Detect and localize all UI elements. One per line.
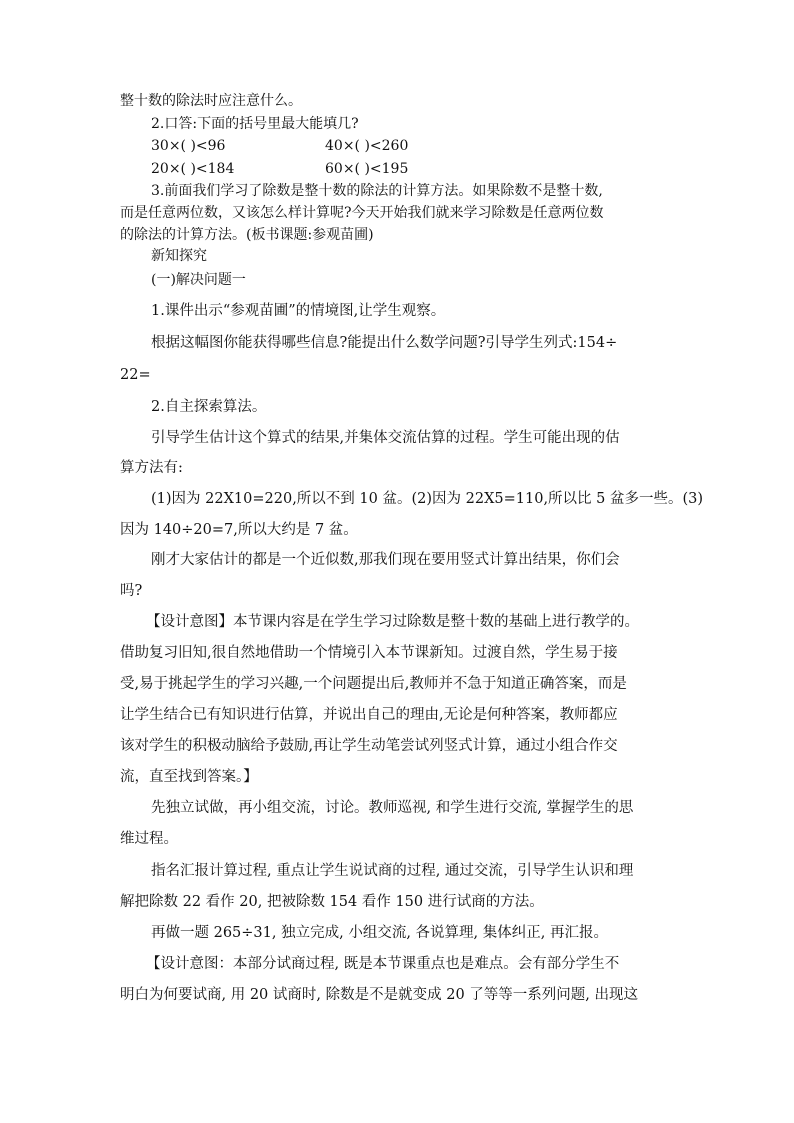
text-line: 而是任意两位数，又该怎么样计算呢?今天开始我们就来学习除数是任意两位数 (120, 205, 604, 221)
text-line: 根据这幅图你能获得哪些信息?能提出什么数学问题?引导学生列式:154÷ (151, 335, 618, 351)
text-line: (1)因为 22X10=220,所以不到 10 盆。(2)因为 22X5=110,所以比 5 盆多一些。(3) (151, 491, 704, 507)
text-line: 1.课件出示“参观苗圃”的情境图,让学生观察。 (151, 303, 446, 319)
text-line: 先独立试做，再小组交流，讨论。教师巡视, 和学生进行交流, 掌握学生的思 (151, 800, 634, 816)
text-line: 22= (120, 367, 151, 383)
design-note-line: 【设计意图】本节课内容是在学生学习过除数是整十数的基础上进行教学的。 (146, 614, 639, 630)
text-line: 2.口答:下面的括号里最大能填几? (151, 116, 359, 132)
text-line: 刚才大家估计的都是一个近似数,那我们现在要用竖式计算出结果，你们会 (151, 552, 620, 568)
design-note-line: 借助复习旧知,很自然地借助一个情境引入本节课新知。过渡自然，学生易于接 (120, 645, 618, 661)
text-line: 因为 140÷20=7,所以大约是 7 盆。 (120, 522, 358, 538)
exercise-item: 60×( )<195 (325, 161, 409, 177)
sub-heading: (一)解决问题一 (151, 272, 246, 288)
text-line: 解把除数 22 看作 20, 把被除数 154 看作 150 进行试商的方法。 (120, 894, 544, 910)
text-line: 的除法的计算方法。(板书课题:参观苗圃) (120, 227, 374, 243)
text-line: 吗? (120, 583, 143, 599)
exercise-item: 20×( )<184 (151, 161, 235, 177)
text-line: 维过程。 (120, 831, 178, 847)
text-line: 算方法有: (120, 460, 183, 476)
text-line: 再做一题 265÷31, 独立完成, 小组交流, 各说算理, 集体纠正, 再汇报。 (151, 925, 608, 941)
text-line: 2.自主探索算法。 (151, 399, 267, 415)
design-note-line: 明白为何要试商, 用 20 试商时, 除数是不是就变成 20 了等等一系列问题, 出现这 (120, 987, 638, 1003)
text-line: 指名汇报计算过程, 重点让学生说试商的过程, 通过交流，引导学生认识和理 (151, 863, 634, 879)
text-line: 3.前面我们学习了除数是整十数的除法的计算方法。如果除数不是整十数, (151, 183, 603, 199)
design-note-line: 流，直至找到答案。】 (120, 769, 258, 785)
text-line: 整十数的除法时应注意什么。 (120, 93, 302, 109)
text-line: 引导学生估计这个算式的结果,并集体交流估算的过程。学生可能出现的估 (151, 430, 620, 446)
design-note-line: 受,易于挑起学生的学习兴趣,一个问题提出后,教师并不急于知道正确答案，而是 (120, 676, 627, 692)
design-note-line: 该对学生的积极动脑给予鼓励,再让学生动笔尝试列竖式计算，通过小组合作交 (120, 738, 618, 754)
section-heading: 新知探究 (151, 248, 207, 264)
design-note-line: 让学生结合已有知识进行估算，并说出自己的理由,无论是何种答案，教师都应 (120, 707, 618, 723)
exercise-item: 30×( )<96 (151, 138, 226, 154)
design-note-line: 【设计意图：本部分试商过程, 既是本节课重点也是难点。会有部分学生不 (146, 956, 620, 972)
exercise-item: 40×( )<260 (325, 138, 409, 154)
